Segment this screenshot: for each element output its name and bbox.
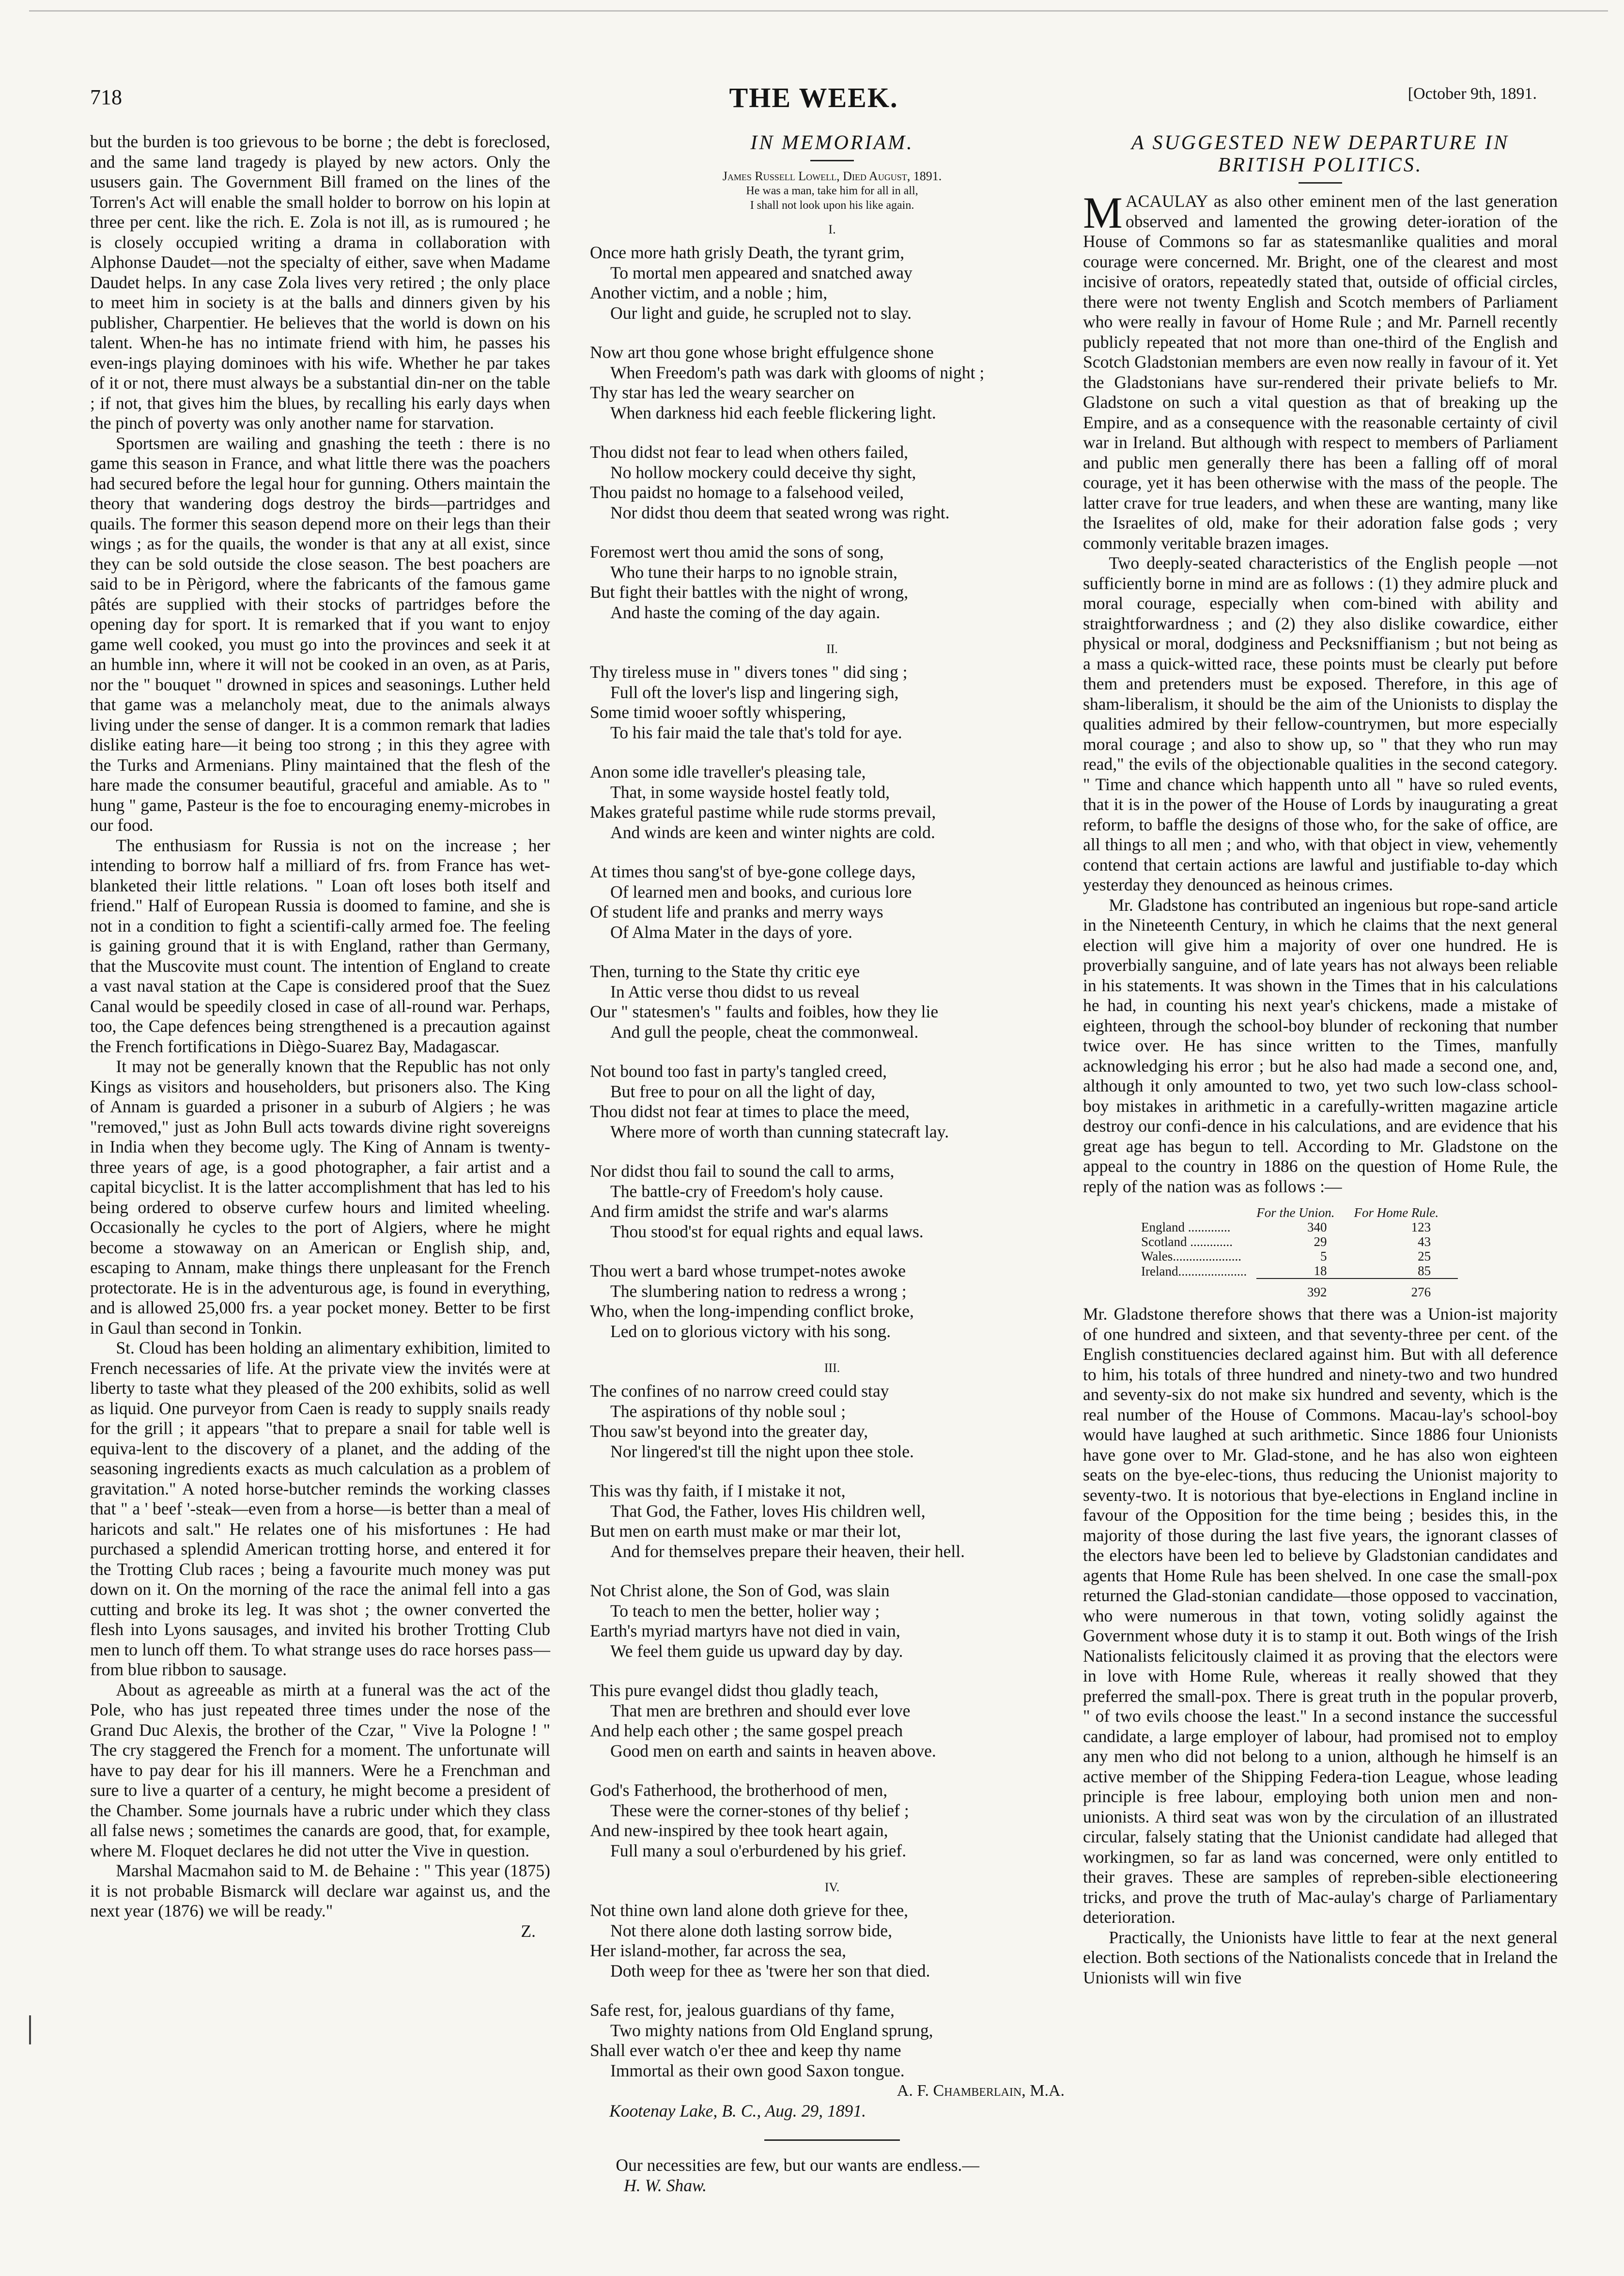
home-rule-count: 25 (1418, 1249, 1431, 1263)
table-total-row (1141, 1278, 1458, 1299)
verse-line: Another victim, and a noble ; him, (590, 283, 828, 302)
stanza (590, 962, 1074, 1042)
verse-line: In Attic verse thou didst to us reveal (610, 982, 860, 1001)
stanza (590, 343, 1074, 423)
poem-author: A. F. Chamberlain, M.A. (897, 2082, 1065, 2100)
title-rule (1299, 182, 1342, 184)
verse-line: Of learned men and books, and curious lore (610, 882, 912, 902)
region-label: Scotland ............. (1141, 1234, 1233, 1249)
verse-line: And new-inspired by thee took heart again, (590, 1821, 888, 1840)
paragraph (1083, 188, 1558, 553)
drop-cap: M (1083, 188, 1123, 237)
paragraph: The enthusiasm for Russia is not on the increase ; her intending to borrow half a milliard of frs. from France has wet-blanketed their little relations. " Loan oft loses both itself and friend." Half of European Russia is doomed to famine, and she is not in a condition to fight a scientifi-cally armed foe. The feeling is gaining ground that it is with England, rather than Germany, that the Muscovite must count. The intention of England to create a vast naval station at the Cape is considered proof that the Suez Canal would be speedily closed in case of all-round war. Perhaps, too, the Cape defences being strengthened is a precaution against the French fortifications in Diègo-Suarez Bay, Madagascar. (90, 835, 550, 1056)
union-count: 29 (1314, 1234, 1327, 1249)
verse-line: Where more of worth than cunning statecraft lay. (610, 1122, 949, 1141)
verse-line: The confines of no narrow creed could stay (590, 1381, 889, 1401)
verse-line: But free to pour on all the light of day, (610, 1081, 876, 1101)
total-spacer (1141, 1278, 1256, 1299)
article-title-line: A SUGGESTED NEW DEPARTURE IN (1131, 132, 1510, 154)
issue-date: [October 9th, 1891. (1407, 85, 1537, 103)
verse-line: Full oft the lover's lisp and lingering sigh, (610, 682, 899, 702)
verse-line: When Freedom's path was dark with glooms of night ; (610, 362, 985, 382)
title-rule (810, 160, 854, 161)
verse-line: Earth's myriad martyrs have not died in vain, (590, 1621, 900, 1640)
verse-line: But men on earth must make or mar their lot, (590, 1521, 901, 1541)
region-label: Ireland..................... (1141, 1263, 1247, 1278)
paragraph: St. Cloud has been holding an alimentary exhibition, limited to French necessaries of life. At the private view the invités were at liberty to taste what they pleased of the 200 exhibits, solid as well as liquid. One purveyor from Caen is ready to supply snails ready for the grill ; it appears "that to prepare a snail for table well is equiva-lent to the discovery of a planet, and the adding of the seasoning ingredients exacts as much calculation as a problem of gravitation." A noted horse-butcher reminds the working classes that " a ' beef '-steak—even from a horse—is better than a meal of haricots and salt." He relates one of his misfortunes : He had purchased a splendid American trotting horse, and entered it for the Trotting Club races ; being a favourite much money was put down on it. On the morning of the race the animal fell into a gas cutting and broke its leg. It was shot ; the owner converted the flesh into Lyons sausages, and invited his brother Trotting Club men to lunch off them. To what strange uses do race horses pass—from blue ribbon to sausage. (90, 1338, 550, 1679)
verse-line: When darkness hid each feeble flickering light. (610, 403, 936, 422)
table-header: For the Union. (1256, 1205, 1335, 1220)
verse-line: Safe rest, for, jealous guardians of thy fame, (590, 2000, 895, 2020)
verse-line: Full many a soul o'erburdened by his grief. (610, 1840, 907, 1860)
filler-quote-author: H. W. Shaw. (624, 2175, 707, 2195)
table-row (1141, 1220, 1458, 1234)
stanza (590, 1681, 1074, 1761)
verse-line: Our " statesmen's " faults and foibles, how they lie (590, 1002, 939, 1021)
verse-line: Who tune their harps to no ignoble strain, (610, 562, 897, 582)
verse-line: Two mighty nations from Old England sprung, (610, 2020, 933, 2040)
section-divider (764, 2139, 900, 2141)
home-rule-count: 123 (1411, 1220, 1431, 1234)
home-rule-count: 85 (1418, 1263, 1431, 1278)
region-label: Wales..................... (1141, 1249, 1242, 1263)
stanza (590, 762, 1074, 842)
article-title-line: BRITISH POLITICS. (1218, 154, 1423, 176)
paragraph: Practically, the Unionists have little to fear at the next general election. Both sections of the Nationalists concede that in Ireland the Unionists will win five (1083, 1927, 1558, 1987)
verse-line: No hollow mockery could deceive thy sight, (610, 462, 916, 482)
paragraph: Mr. Gladstone therefore shows that there was a Union-ist majority of one hundred and sixteen, and that seventy-three per cent. of the English constituencies declared against him. But with all deference to him, his totals of three hundred and ninety-two and two hundred and seventy-six do not make six hundred and seventy, which is the real number of the House of Commons. Macau-lay's school-boy would have laughed at such arithmetic. Since 1886 four Unionists have gone over to Mr. Glad-stone, and he has also won eighteen seats on the bye-elec-tions, thus reducing the Unionist majority to seventy-two. It is notorious that bye-elections in England incline in favour of the Opposition for the time being ; besides this, in the majority of those during the last five years, the ignorant classes of the electors have been led to believe by Gladstonian candidates and agents that Home Rule has been shelved. In one case the small-pox returned the Glad-stonian candidate—those opposed to vaccination, who were numerous in that town, voting solidly against the Government whose duty it is to stamp it out. Both wings of the Irish Nationalists felicitously claimed it as proving that the electors were in love with Home Rule, whereas it really showed that they preferred the small-pox. There is great truth in the popular proverb, " of two evils choose the least." In a second instance the successful candidate, a large employer of labour, had promised not to employ any men who did not belong to a union, although he himself is an active member of the Shipping Federa-tion League, whose leading principle is free labour, employing both union men and non-unionists. A third seat was won by the circulation of an illustrated circular, falsely stating that the Unionist candidate had alleged that workingmen, so far as land was concerned, were only entitled to their graves. These are samples of repreben-sible electioneering tricks, and prove the truth of Mac-aulay's charge of Parliamentary deterioration. (1083, 1304, 1558, 1927)
verse-line: Then, turning to the State thy critic eye (590, 962, 860, 981)
poem-dedication (590, 169, 1074, 213)
paragraph: Sportsmen are wailing and gnashing the teeth : there is no game this season in France, and what little there was the poachers had secured before the legal hour for gunning. Others maintain the theory that wandering dogs destroy the birds—partridges and quails. The former this season depend more on their legs than their wings ; as for the quails, the wonder is that any at all exist, since they can be sold outside the close season. The best poachers are said to be in Pèrigord, where the fabricants of the famous game pâtés are supplied with their stocks of partridges before the opening day for sport. It is remarked that if you want to enjoy game well cooked, you must go into the provinces and seek it at an humble inn, where it will not be cooked in an oven, as at Paris, nor the " bouquet " drowned in spices and seasonings. Luther held that game was a melancholy meat, due to the animals always living under the sense of danger. It is a common remark that ladies dislike eating hare—it being too strong ; in this they agree with the Turks and Armenians. Pliny maintained that the flesh of the hare made the consumer beautiful, graceful and amiable. As to " hung " game, Pasteur is the foe to encouraging enemy-microbes in our food. (90, 433, 550, 835)
column-right (1083, 132, 1558, 1988)
poem-title: IN MEMORIAM. (750, 132, 914, 154)
dedication-line: James Russell Lowell, Died August, 1891. (722, 169, 942, 183)
paragraph: Two deeply-seated characteristics of the English people —not sufficiently borne in mind are as follows : (1) they admire pluck and moral courage, especially when com-bined with ability and straightforwardness ; and (2) they also dislike cowardice, either physical or moral, dodginess and Pecksniffianism ; but not being as a mass a quick-witted race, these points must be clearly put before them and pretenders must be exposed. Therefore, in this age of sham-liberalism, it should be the aim of the Unionists to display the qualities admired by their fellow-countrymen, but more especially moral courage ; and also to show up, so " that they who run may read," the evils of the objectionable qualities in the second category. " Time and chance which happenth unto all " have so ruled events, that it is in the power of the House of Lords by inaugurating a great reform, to baffle the designs of those who, for the sake of office, are all things to all men ; and who, with that object in view, vehemently contend that certain actions are lawful and justifiable to-day which yesterday they denounced as heinous crimes. (1083, 553, 1558, 894)
verse-line: And help each other ; the same gospel preach (590, 1721, 903, 1740)
verse-line: This pure evangel didst thou gladly teach, (590, 1681, 879, 1700)
verse-line: We feel them guide us upward day by day. (610, 1641, 903, 1661)
stanza (590, 1381, 1074, 1462)
verse-line: Her island-mother, far across the sea, (590, 1941, 847, 1960)
verse-line: To mortal men appeared and snatched away (610, 263, 913, 282)
verse-line: Once more hath grisly Death, the tyrant grim, (590, 243, 905, 262)
verse-line: That, in some wayside hostel featly told, (610, 782, 890, 802)
verse-line: Foremost wert thou amid the sons of song, (590, 542, 884, 561)
union-total: 392 (1256, 1278, 1354, 1299)
verse-line: That men are brethren and should ever love (610, 1700, 911, 1720)
verse-line: Shall ever watch o'er thee and keep thy name (590, 2041, 901, 2060)
verse-line: Anon some idle traveller's pleasing tale, (590, 762, 866, 781)
epigraph-line: He was a man, take him for all in all, (746, 185, 918, 197)
verse-line: The aspirations of thy noble soul ; (610, 1401, 846, 1421)
verse-line: Led on to glorious victory with his song. (610, 1321, 891, 1341)
verse-line: Now art thou gone whose bright effulgence shone (590, 343, 934, 362)
home-rule-count: 43 (1418, 1234, 1431, 1249)
table-row (1141, 1249, 1458, 1263)
stanza (590, 243, 1074, 323)
union-count: 5 (1320, 1249, 1327, 1263)
verse-line: Thou stood'st for equal rights and equal laws. (610, 1221, 924, 1241)
journal-title: THE WEEK. (729, 82, 898, 113)
page-number: 718 (90, 85, 122, 109)
stanza (590, 1901, 1074, 1981)
stanza (590, 1261, 1074, 1341)
verse-line: This was thy faith, if I mistake it not, (590, 1481, 846, 1500)
verse-line: Thou paidst no homage to a falsehood veiled, (590, 483, 904, 502)
table-row (1141, 1263, 1458, 1278)
verse-line: Thy star has led the weary searcher on (590, 383, 855, 402)
epigraph-line: I shall not look upon his like again. (750, 199, 914, 212)
verse-line: Not thine own land alone doth grieve for thee, (590, 1901, 909, 1920)
stanza (590, 1161, 1074, 1242)
stanza (590, 542, 1074, 623)
verse-line: At times thou sang'st of bye-gone college days, (590, 862, 916, 881)
verse-line: Good men on earth and saints in heaven above. (610, 1741, 936, 1761)
verse-line: That God, the Father, loves His children well, (610, 1501, 926, 1521)
union-count: 340 (1307, 1220, 1327, 1234)
region-label: England ............. (1141, 1220, 1231, 1234)
verse-line: Our light and guide, he scrupled not to slay. (610, 303, 912, 323)
verse-line: Thou wert a bard whose trumpet-notes awoke (590, 1261, 906, 1280)
verse-line: To his fair maid the tale that's told for aye. (610, 722, 902, 742)
verse-line: Nor didst thou deem that seated wrong was right. (610, 502, 950, 522)
table-row (1141, 1234, 1458, 1249)
section-numeral: II. (826, 642, 838, 656)
stanza (590, 1061, 1074, 1142)
table-header-row (1141, 1205, 1458, 1220)
article-title (1083, 132, 1558, 176)
stanza (590, 862, 1074, 942)
section-numeral: I. (828, 222, 836, 236)
stanza (590, 2000, 1074, 2081)
paragraph-text: ACAULAY as also other eminent men of the last generation observed and lamented the growing deter-ioration of the House of Commons so far as statesmanlike qualities and moral courage were concerned. Mr. Bright, one of the clearest and most incisive of orators, repeatedly stated that, outside of official circles, there were not twenty English and Scotch members of Parliament who were really in favour of Home Rule ; and Mr. Parnell recently publicly repeated that not more than one-third of the English and Scotch Gladstonian members are even now really in favour of it. Yet the Gladstonians have sur-rendered their private beliefs to Mr. Gladstone on such a vital question as that of breaking up the Empire, and as a consequence with the reasonable certainty of civil war in Ireland. But although with respect to members of Parliament and public men generally there has been a falling off of moral courage, yet it has been otherwise with the mass of the people. The latter crave for true leaders, and when these are wanting, many like the Israelites of old, make for their adoration false gods ; very commonly veritable brazen images. (1083, 191, 1558, 553)
stanza (590, 1780, 1074, 1861)
union-count: 18 (1314, 1263, 1327, 1278)
verse-line: Nor didst thou fail to sound the call to arms, (590, 1161, 895, 1181)
home-rule-total: 276 (1354, 1278, 1458, 1299)
verse-line: The slumbering nation to redress a wrong ; (610, 1281, 907, 1301)
stanza (590, 1581, 1074, 1661)
column-left (90, 132, 550, 1941)
stanza (590, 442, 1074, 523)
verse-line: And firm amidst the strife and war's alarms (590, 1201, 889, 1221)
paragraph: Marshal Macmahon said to M. de Behaine : " This year (1875) it is not probable Bismarck will declare war against us, and the next year (1876) we will be ready." (90, 1861, 550, 1920)
verse-line: Thou didst not fear to lead when others failed, (590, 442, 909, 462)
verse-line: And for themselves prepare their heaven, their hell. (610, 1541, 965, 1561)
verse-line: And haste the coming of the day again. (610, 602, 881, 622)
verse-line: Of student life and pranks and merry ways (590, 902, 883, 921)
margin-mark (29, 2015, 31, 2044)
verse-line: Of Alma Mater in the days of yore. (610, 922, 852, 942)
top-scan-rule (29, 3, 1608, 12)
verse-line: These were the corner-stones of thy belief ; (610, 1800, 909, 1820)
column-middle (590, 132, 1074, 2196)
verse-line: Not bound too fast in party's tangled creed, (590, 1061, 887, 1081)
section-numeral: III. (824, 1361, 840, 1375)
verse-line: Not there alone doth lasting sorrow bide, (610, 1920, 892, 1940)
paragraph: Mr. Gladstone has contributed an ingenious but rope-sand article in the Nineteenth Century, in which he claims that the next general election will give him a majority of over one hundred. He is proverbially sanguine, and of late years has not always been reliable in his statements. It was shown in the Times that in his calculations he had, in counting his next year's chickens, made a mistake of eighteen, through the school-boy blunder of reckoning that number twice over. He has since written to the Times, manfully acknowledging his error ; but he also had made a second one, and, although it only amounted to two, yet two such low-class school-boy mistakes in arithmetic in a carefully-written magazine article destroy our confi-dence in his calculations, and are evidence that his great age has begun to tell. According to Mr. Gladstone on the appeal to the country in 1886 on the question of Home Rule, the reply of the nation was as follows :— (1083, 895, 1558, 1196)
verse-line: But fight their battles with the night of wrong, (590, 582, 909, 602)
verse-line: The battle-cry of Freedom's holy cause. (610, 1181, 883, 1201)
table-header-spacer (1141, 1205, 1256, 1220)
poem-place-date: Kootenay Lake, B. C., Aug. 29, 1891. (609, 2101, 866, 2120)
stanza (590, 662, 1074, 743)
verse-line: Thy tireless muse in " divers tones " did sing ; (590, 662, 908, 682)
verse-line: And winds are keen and winter nights are cold. (610, 822, 935, 842)
verse-line: To teach to men the better, holier way ; (610, 1601, 880, 1621)
filler-quote: Our necessities are few, but our wants are endless.— (616, 2155, 979, 2175)
paragraph: but the burden is too grievous to be borne ; the debt is foreclosed, and the same land tragedy is played by new actors. Only the ususers gain. The Government Bill framed on the lines of the Torren's Act will enable the small holder to borrow on his lopin at three per cent. like the rich. E. Zola is not ill, as is rumoured ; he is closely occupied writing a drama in collaboration with Alphonse Daudet—not the specialty of either, save when Madame Daudet helps. In any case Zola lives very retired ; the only place to meet him in society is at the balls and dinners given by his publisher, Charpentier. He believes that the world is down on his talent. When-he has no intimate friend with him, he passes his even-ings playing dominoes with his wife. Whether he par takes of it or not, there must always be a substantial din-ner on the table ; if not, that gives him the blues, by recalling his early days when the pinch of poverty was only another name for starvation. (90, 132, 550, 433)
table-header: For Home Rule. (1354, 1205, 1439, 1220)
verse-line: Not Christ alone, the Son of God, was slain (590, 1581, 890, 1600)
verse-line: Thou saw'st beyond into the greater day, (590, 1421, 868, 1441)
section-numeral: IV. (824, 1880, 840, 1894)
verse-line: Some timid wooer softly whispering, (590, 702, 846, 722)
signature: Z. (521, 1921, 536, 1941)
verse-line: Nor lingered'st till the night upon thee stole. (610, 1441, 914, 1461)
verse-line: Doth weep for thee as 'twere her son that died. (610, 1961, 930, 1980)
paragraph: It may not be generally known that the Republic has not only Kings as visitors and householders, but prisoners also. The King of Annam is guarded a prisoner in a suburb of Algiers ; he was "removed," just as John Bull acts towards divine right sovereigns in India when they become ugly. The King of Annam is twenty-three years of age, is a good photographer, a fair artist and a capital bicyclist. It is the latter accomplishment that has led to his being ordered to observe curfew hours and limited wheeling. Occasionally he cycles to the port of Algiers, where he might become a stowaway on an American or English ship, and, escaping to Annam, make things there unpleasant for the French protectorate. He is in the adventurous age, is found in everything, and is allowed 25,000 frs. a year pocket money. Better to be first in Gaul than second in Tonkin. (90, 1057, 550, 1338)
verse-line: Immortal as their own good Saxon tongue. (610, 2060, 905, 2080)
verse-line: God's Fatherhood, the brotherhood of men, (590, 1780, 888, 1800)
stanza (590, 1481, 1074, 1561)
verse-line: Makes grateful pastime while rude storms prevail, (590, 802, 936, 822)
verse-line: Thou didst not fear at times to place the meed, (590, 1102, 910, 1121)
verse-line: And gull the people, cheat the commonweal. (610, 1022, 919, 1042)
verse-line: Who, when the long-impending conflict broke, (590, 1301, 914, 1321)
election-results-table (1141, 1205, 1458, 1299)
paragraph: About as agreeable as mirth at a funeral was the act of the Pole, who has just repeated three times under the nose of the Grand Duc Alexis, the brother of the Czar, " Vive la Pologne ! " The cry staggered the French for a moment. The unfortunate will have to pay dear for his ill manners. Were he a Frenchman and sure to live a quarter of a century, he might become a president of the Chamber. Some journals have a rubric under which they class all false news ; sometimes the canards are good, that, for example, where M. Floquet declares he did not utter the Vive in question. (90, 1680, 550, 1860)
